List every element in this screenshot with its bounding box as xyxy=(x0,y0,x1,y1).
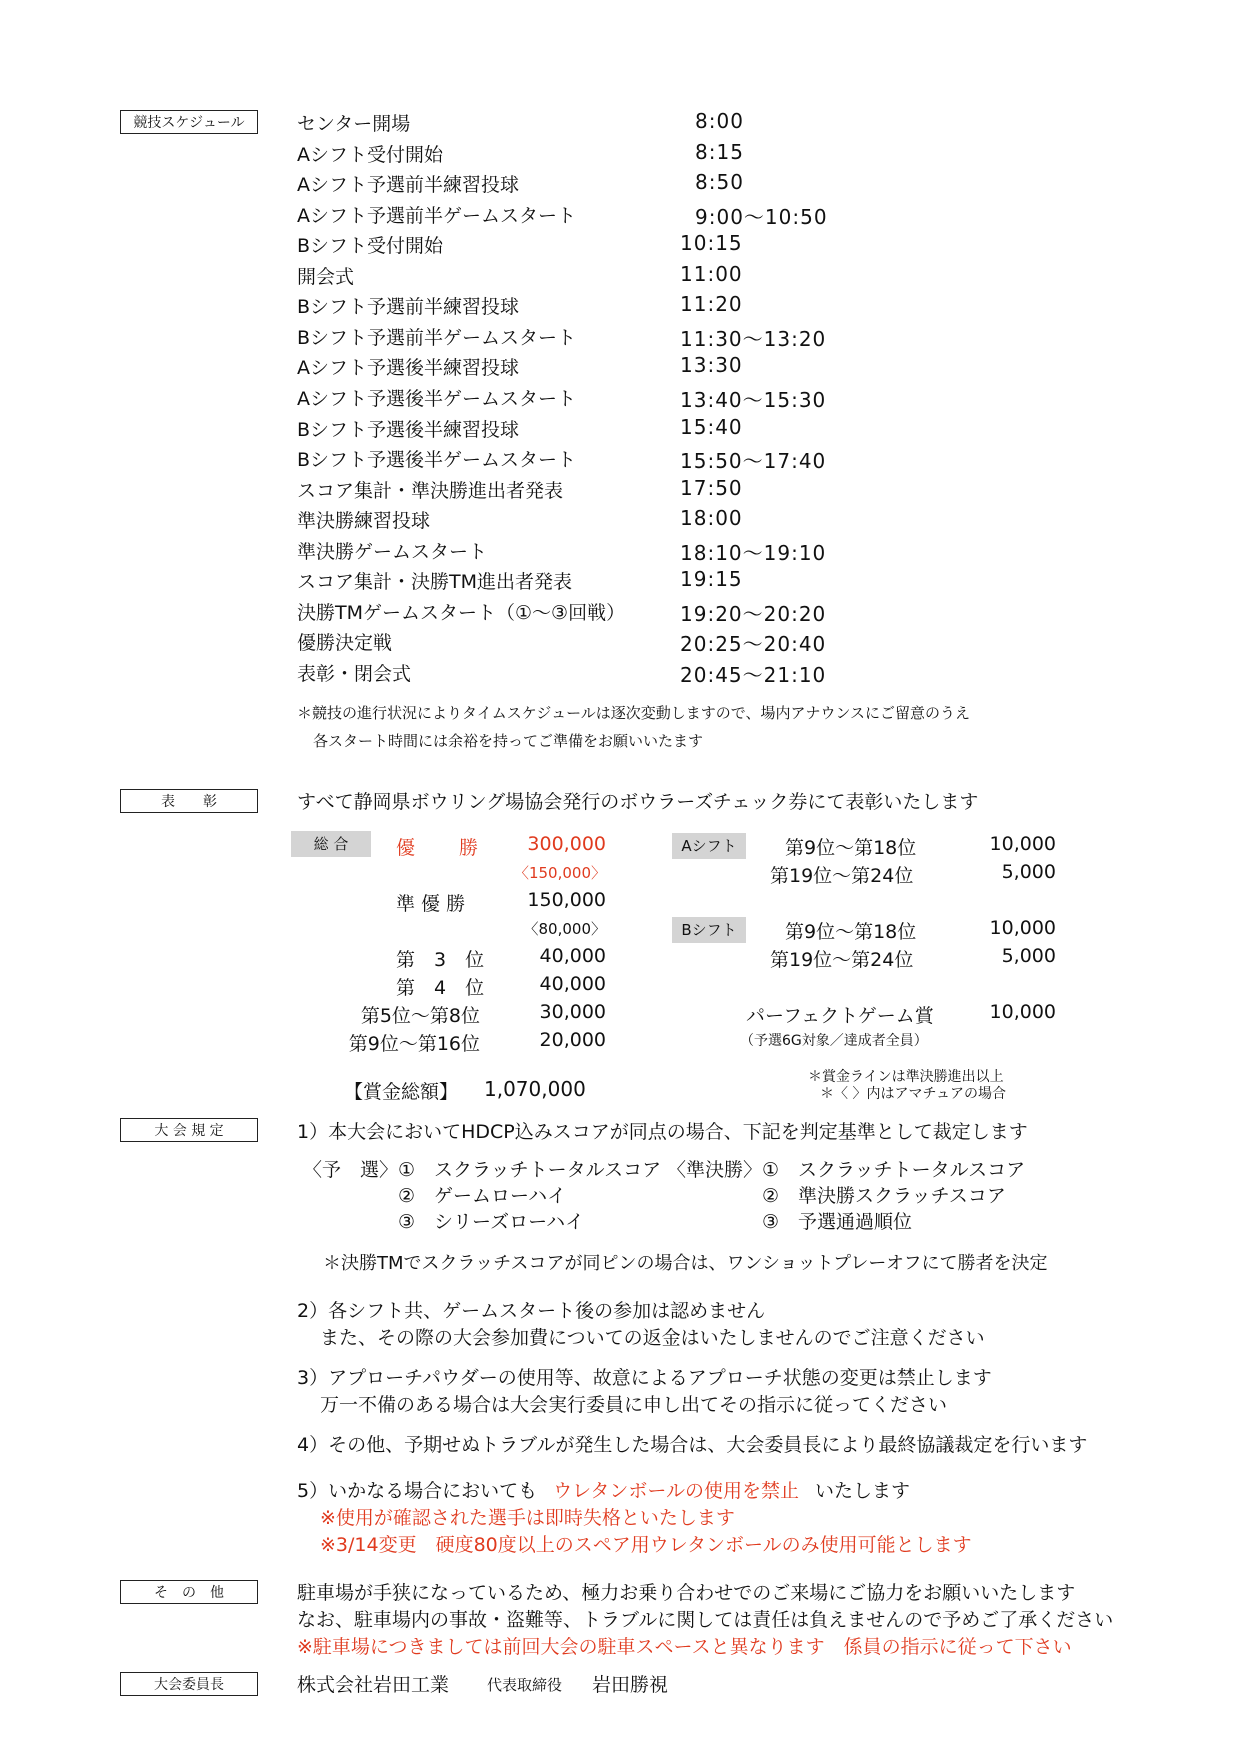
schedule-item-name: 準決勝練習投球 xyxy=(297,510,431,532)
rule-5-prefix: 5）いかなる場合においても xyxy=(297,1480,538,1502)
b-shift-rank-2-label: 第19位～第24位 xyxy=(770,949,914,971)
third-amount: 40,000 xyxy=(539,945,606,967)
rule-5-note: ※使用が確認された選手は即時失格といたします xyxy=(320,1507,735,1529)
winner-amateur-amount: 〈150,000〉 xyxy=(513,864,606,882)
parking-line: 駐車場が手狭になっているため、極力お乗り合わせでのご来場にご協力をお願いいたします xyxy=(297,1582,1076,1604)
place-9-16-label: 第9位～第16位 xyxy=(348,1033,480,1055)
rule-3: 3）アプローチパウダーの使用等、故意によるアプローチ状態の変更は禁止します xyxy=(297,1367,992,1389)
schedule-item-time: 11:00 xyxy=(680,262,743,286)
schedule-item-time: 18:00 xyxy=(680,506,743,530)
semi-criterion: ② 準決勝スクラッチスコア xyxy=(762,1185,1006,1207)
schedule-item-name: Bシフト予選後半ゲームスタート xyxy=(297,449,577,471)
rule-5-note: ※3/14変更 硬度80度以上のスペア用ウレタンボールのみ使用可能とします xyxy=(320,1534,972,1556)
rule-2: 2）各シフト共、ゲームスタート後の参加は認めません xyxy=(297,1300,766,1322)
schedule-item-time: 8:15 xyxy=(695,140,744,164)
schedule-item-name: Aシフト予選前半練習投球 xyxy=(297,174,519,196)
total-prize-amount: 1,070,000 xyxy=(484,1077,586,1101)
chair-company: 株式会社岩田工業 xyxy=(297,1674,450,1696)
b-shift-rank-1-label: 第9位～第18位 xyxy=(785,921,917,943)
perfect-game-label: パーフェクトゲーム賞 xyxy=(746,1005,934,1027)
place-5-8-amount: 30,000 xyxy=(539,1001,606,1023)
a-shift-rank-2-label: 第19位～第24位 xyxy=(770,865,914,887)
schedule-item-time: 13:40～15:30 xyxy=(680,388,827,412)
parking-warning: ※駐車場につきましては前回大会の駐車スペースと異なります 係員の指示に従って下さい xyxy=(297,1636,1072,1658)
semi-label: 〈準決勝〉 xyxy=(667,1159,763,1181)
schedule-item-time: 10:15 xyxy=(680,231,743,255)
schedule-item-name: Aシフト予選後半ゲームスタート xyxy=(297,388,576,410)
schedule-note: ＊競技の進行状況によりタイムスケジュールは逐次変動しますので、場内アナウンスにご留意のうえ xyxy=(297,704,971,722)
a-shift-rank-1-label: 第9位～第18位 xyxy=(785,837,917,859)
schedule-item-name: 決勝TMゲームスタート（①～③回戦） xyxy=(297,602,626,624)
schedule-item-name: 準決勝ゲームスタート xyxy=(297,541,488,563)
schedule-item-time: 13:30 xyxy=(680,353,743,377)
final-tiebreak-note: ＊決勝TMでスクラッチスコアが同ピンの場合は、ワンショットプレーオフにて勝者を決定 xyxy=(323,1253,1048,1274)
schedule-item-name: Aシフト受付開始 xyxy=(297,144,443,166)
b-shift-rank-2-amount: 5,000 xyxy=(1001,945,1056,967)
place-5-8-label: 第5位～第8位 xyxy=(360,1005,480,1027)
rule-5-suffix: いたします xyxy=(814,1480,910,1502)
fourth-amount: 40,000 xyxy=(539,973,606,995)
schedule-item-name: Aシフト予選前半ゲームスタート xyxy=(297,205,576,227)
parking-line: なお、駐車場内の事故・盗難等、トラブルに関しては責任は負えませんので予めご了承ください xyxy=(297,1609,1114,1631)
rule-5 xyxy=(297,1476,910,1503)
schedule-item-time: 20:25～20:40 xyxy=(680,632,827,656)
schedule-item-name: 表彰・閉会式 xyxy=(297,663,412,685)
schedule-item-name: Bシフト予選前半ゲームスタート xyxy=(297,327,577,349)
overall-tag: 総 合 xyxy=(291,831,371,857)
schedule-item-time: 15:50～17:40 xyxy=(680,449,827,473)
winner-label: 優 勝 xyxy=(396,837,481,859)
award-section-label: 表 彰 xyxy=(120,789,258,813)
schedule-item-name: 開会式 xyxy=(297,266,355,288)
schedule-item-time: 18:10～19:10 xyxy=(680,541,827,565)
award-note: ＊〈 〉内はアマチュアの場合 xyxy=(820,1086,1007,1102)
schedule-item-name: Bシフト受付開始 xyxy=(297,235,444,257)
schedule-item-time: 17:50 xyxy=(680,476,743,500)
chair-section-label: 大会委員長 xyxy=(120,1672,258,1696)
a-shift-rank-1-amount: 10,000 xyxy=(989,833,1056,855)
fourth-label: 第 4 位 xyxy=(396,977,485,999)
schedule-item-name: Bシフト予選後半練習投球 xyxy=(297,419,520,441)
schedule-item-time: 19:15 xyxy=(680,567,743,591)
rules-section-label: 大 会 規 定 xyxy=(120,1118,258,1142)
schedule-section-label: 競技スケジュール xyxy=(120,110,258,134)
schedule-item-time: 8:50 xyxy=(695,170,744,194)
schedule-item-name: Bシフト予選前半練習投球 xyxy=(297,296,520,318)
a-shift-rank-2-amount: 5,000 xyxy=(1001,861,1056,883)
place-9-16-amount: 20,000 xyxy=(539,1029,606,1051)
runner-up-amateur-amount: 〈80,000〉 xyxy=(523,920,606,938)
runner-up-label: 準 優 勝 xyxy=(396,893,466,915)
award-intro: すべて静岡県ボウリング場協会発行のボウラーズチェック券にて表彰いたします xyxy=(297,791,979,813)
total-prize-label: 【賞金総額】 xyxy=(344,1081,459,1103)
third-label: 第 3 位 xyxy=(396,949,485,971)
perfect-game-amount: 10,000 xyxy=(989,1001,1056,1023)
award-note: ＊賞金ラインは準決勝進出以上 xyxy=(808,1069,1004,1085)
schedule-item-time: 19:20～20:20 xyxy=(680,602,827,626)
schedule-note: 各スタート時間には余裕を持ってご準備をお願いいたます xyxy=(313,732,704,750)
schedule-item-name: Aシフト予選後半練習投球 xyxy=(297,357,519,379)
schedule-item-name: スコア集計・決勝TM進出者発表 xyxy=(297,571,572,593)
chair-title: 代表取締役 xyxy=(487,1676,563,1694)
schedule-item-name: 優勝決定戦 xyxy=(297,632,393,654)
schedule-item-time: 11:30～13:20 xyxy=(680,327,827,351)
prelim-label: 〈予 選〉 xyxy=(303,1159,399,1181)
perfect-game-note: （予選6G対象／達成者全員） xyxy=(740,1033,928,1049)
schedule-item-name: センター開場 xyxy=(297,113,411,135)
schedule-item-time: 9:00～10:50 xyxy=(695,205,828,229)
chair-name: 岩田勝視 xyxy=(592,1674,669,1696)
schedule-item-time: 8:00 xyxy=(695,109,744,133)
runner-up-amount: 150,000 xyxy=(527,889,606,911)
semi-criterion: ③ 予選通過順位 xyxy=(762,1211,913,1233)
other-section-label: そ の 他 xyxy=(120,1580,258,1604)
rule-1: 1）本大会においてHDCP込みスコアが同点の場合、下記を判定基準として裁定します xyxy=(297,1121,1028,1143)
schedule-item-time: 20:45～21:10 xyxy=(680,663,827,687)
prelim-criterion: ① スクラッチトータルスコア xyxy=(398,1159,662,1181)
schedule-item-name: スコア集計・準決勝進出者発表 xyxy=(297,480,564,502)
rule-3-continued: 万一不備のある場合は大会実行委員に申し出てその指示に従ってください xyxy=(320,1394,948,1416)
winner-amount: 300,000 xyxy=(527,833,606,855)
rule-2-continued: また、その際の大会参加費についての返金はいたしませんのでご注意ください xyxy=(320,1327,985,1349)
schedule-item-time: 11:20 xyxy=(680,292,743,316)
semi-criterion: ① スクラッチトータルスコア xyxy=(762,1159,1026,1181)
schedule-item-time: 15:40 xyxy=(680,415,743,439)
b-shift-rank-1-amount: 10,000 xyxy=(989,917,1056,939)
b-shift-tag: Bシフト xyxy=(672,917,746,943)
a-shift-tag: Aシフト xyxy=(672,833,746,859)
prelim-criterion: ② ゲームローハイ xyxy=(398,1185,567,1207)
rule-4: 4）その他、予期せぬトラブルが発生した場合は、大会委員長により最終協議裁定を行います xyxy=(297,1434,1088,1456)
rule-5-highlight: ウレタンボールの使用を禁止 xyxy=(553,1480,799,1502)
prelim-criterion: ③ シリーズローハイ xyxy=(398,1211,585,1233)
